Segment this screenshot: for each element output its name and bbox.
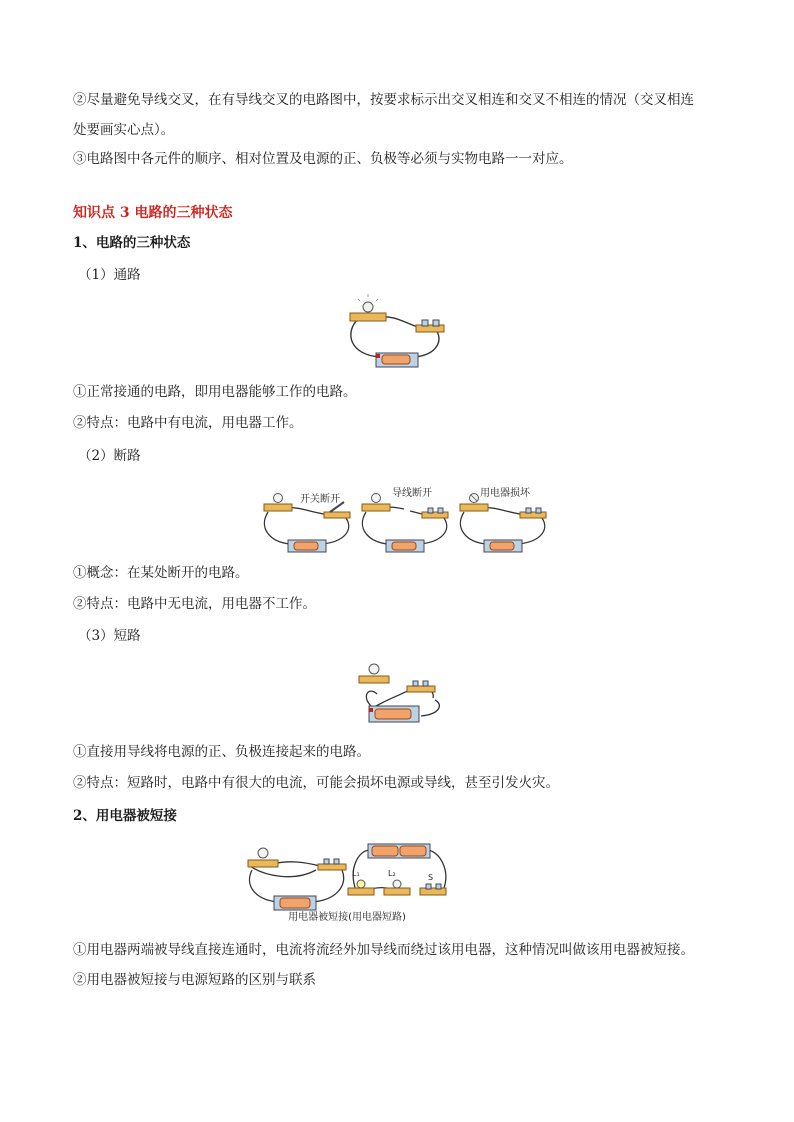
- short-p1: ①直接用导线将电源的正、负极连接起来的电路。: [73, 744, 370, 760]
- bulb-l2-icon: [393, 880, 401, 888]
- wire: [421, 700, 439, 716]
- label-s: S: [428, 873, 434, 882]
- terminal-icon: [369, 708, 373, 712]
- bypassed-load-figure: [244, 840, 450, 924]
- label-closed-circuit: （1）通路: [78, 267, 141, 283]
- open-circuit-figure: [258, 484, 550, 556]
- terminal-icon: [376, 354, 380, 358]
- switch-icon: [324, 859, 329, 864]
- open-switch-diagram: [264, 492, 350, 552]
- wire: [366, 691, 377, 706]
- bypass-wire: [250, 866, 316, 877]
- battery-icon: [294, 542, 318, 550]
- intro-line-3: ③电路图中各元件的顺序、相对位置及电源的正、负极等必须与实物电路一一对应。: [73, 151, 573, 167]
- fig-label-load-broken: 用电器损坏: [480, 488, 530, 499]
- bypass-photo-diagram: [248, 848, 346, 910]
- bulb-l1-icon: [357, 880, 365, 888]
- switch-icon: [436, 884, 441, 889]
- intro-line-1: ②尽量避免导线交叉，在有导线交叉的电路图中，按要求标示出交叉相连和交叉不相连的情况（交叉相连: [73, 92, 694, 108]
- battery-icon: [280, 898, 310, 908]
- switch-icon: [438, 508, 443, 513]
- broken-load-diagram: [460, 486, 546, 552]
- switch-board: [416, 325, 444, 332]
- bypass-two-bulb-diagram: [348, 844, 446, 895]
- wire: [351, 319, 380, 357]
- closed-circuit-figure: [340, 293, 450, 373]
- label-l1: L₁: [352, 869, 360, 878]
- bulb-board: [350, 313, 386, 321]
- bulb-icon: [369, 664, 379, 674]
- fig-label-wire-open: 导线断开: [392, 488, 432, 499]
- bulb-icon: [258, 848, 268, 858]
- switch-icon: [423, 681, 428, 686]
- open-p1: ①概念：在某处断开的电路。: [73, 565, 249, 581]
- short-p2: ②特点：短路时，电路中有很大的电流，可能会损坏电源或导线，甚至引发火灾。: [73, 775, 559, 791]
- closed-p1: ①正常接通的电路，即用电器能够工作的电路。: [73, 384, 357, 400]
- fig-label-switch-open: 开关断开: [300, 494, 340, 505]
- bulb-icon: [372, 494, 381, 503]
- bypass-p2: ②用电器被短接与电源短路的区别与联系: [73, 972, 316, 988]
- switch-icon: [428, 508, 433, 513]
- battery-icon: [372, 846, 398, 856]
- bypass-p1: ①用电器两端被导线直接连通时，电流将流经外加导线而绕过该用电器，这种情况叫做该用电器被短接。: [73, 942, 694, 958]
- switch-icon: [413, 681, 418, 686]
- subheading-bypassed-load: 2、用电器被短接: [73, 808, 177, 824]
- bulb-board: [359, 676, 389, 683]
- figure-caption: 用电器被短接(用电器短路): [288, 912, 406, 923]
- intro-line-2: 处要画实心点）。: [73, 122, 175, 138]
- closed-p2: ②特点：电路中有电流，用电器工作。: [73, 415, 303, 431]
- switch-icon: [526, 508, 531, 513]
- switch-icon: [334, 859, 339, 864]
- switch-icon: [433, 320, 439, 326]
- subheading-three-states: 1、电路的三种状态: [73, 235, 191, 251]
- open-wire-diagram: [362, 486, 448, 552]
- label-short-circuit: （3）短路: [78, 628, 141, 644]
- label-l2: L₂: [388, 869, 396, 878]
- switch-icon: [426, 884, 431, 889]
- battery-icon: [400, 846, 426, 856]
- open-p2: ②特点：电路中无电流，用电器不工作。: [73, 596, 316, 612]
- battery-icon: [382, 355, 410, 364]
- short-circuit-figure: [355, 660, 445, 728]
- battery-icon: [375, 709, 411, 719]
- bulb-icon: [363, 302, 373, 312]
- switch-board: [407, 686, 435, 692]
- section-title: 知识点 3 电路的三种状态: [73, 205, 233, 221]
- switch-icon: [422, 320, 428, 326]
- label-open-circuit: （2）断路: [78, 448, 141, 464]
- bulb-icon: [274, 494, 283, 503]
- battery-icon: [490, 542, 514, 550]
- light-rays-icon: [358, 294, 378, 301]
- battery-icon: [392, 542, 416, 550]
- switch-icon: [536, 508, 541, 513]
